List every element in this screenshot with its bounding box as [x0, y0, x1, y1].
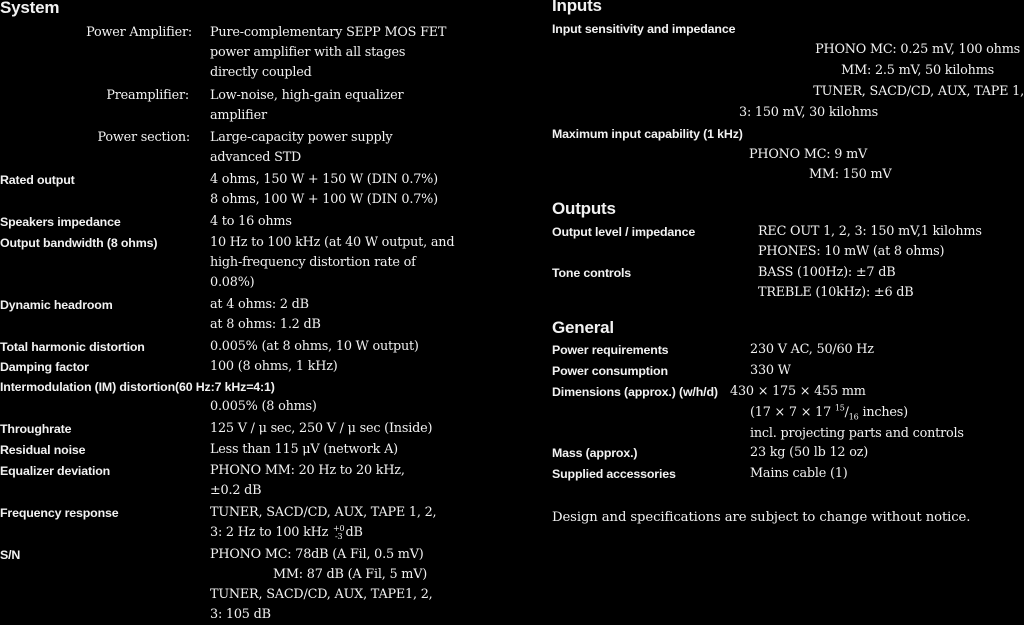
tone-treble: TREBLE (10kHz): ±6 dB — [758, 285, 914, 300]
fraction-slash: / — [844, 405, 849, 420]
sensitivity-phono-mc: PHONO MC: 0.25 mV, 100 ohms — [815, 42, 1020, 57]
frequency-response-value-2 — [210, 523, 363, 543]
equalizer-deviation-value-2: ±0.2 dB — [210, 483, 262, 498]
power-section-label: Power section: — [97, 130, 190, 145]
frequency-response-label: Frequency response — [0, 506, 119, 520]
damping-factor-value: 100 (8 ohms, 1 kHz) — [210, 359, 338, 374]
power-requirements-value: 230 V AC, 50/60 Hz — [750, 342, 874, 357]
im-distortion-label-ratio: (60 Hz:7 kHz=4:1) — [175, 380, 275, 394]
system-heading: System — [0, 0, 60, 17]
rated-output-value-2: 8 ohms, 100 W + 100 W (DIN 0.7%) — [210, 192, 438, 207]
power-amp-value-3: directly coupled — [210, 65, 312, 80]
throughrate-label: Throughrate — [0, 422, 72, 436]
sn-mm: MM: 87 dB (A Fil, 5 mV) — [273, 567, 428, 582]
residual-noise-value: Less than 115 μV (network A) — [210, 442, 398, 457]
mass-value: 23 kg (50 lb 12 oz) — [750, 445, 869, 460]
tone-controls-label: Tone controls — [552, 266, 632, 280]
preamp-value-1: Low-noise, high-gain equalizer — [210, 88, 404, 103]
rated-output-value-1: 4 ohms, 150 W + 150 W (DIN 0.7%) — [210, 172, 438, 187]
output-level-value-1: REC OUT 1, 2, 3: 150 mV,1 kilohms — [758, 224, 982, 239]
frequency-response-unit: dB — [345, 525, 363, 540]
damping-factor-label: Damping factor — [0, 360, 89, 374]
max-input-mm: MM: 150 mV — [809, 167, 892, 182]
dynamic-headroom-label: Dynamic headroom — [0, 298, 113, 312]
power-amp-value-2: power amplifier with all stages — [210, 45, 406, 60]
dimensions-inches-end: inches) — [858, 405, 908, 420]
im-distortion-label-main: Intermodulation (IM) distortion — [0, 380, 175, 394]
dimensions-inches — [750, 403, 908, 423]
sn-label: S/N — [0, 548, 21, 562]
inputs-heading: Inputs — [552, 0, 602, 15]
throughrate-value: 125 V / μ sec, 250 V / μ sec (Inside) — [210, 421, 433, 436]
dynamic-headroom-value-2: at 8 ohms: 1.2 dB — [210, 317, 321, 332]
output-level-value-2: PHONES: 10 mW (at 8 ohms) — [758, 244, 945, 259]
output-bandwidth-label: Output bandwidth (8 ohms) — [0, 236, 158, 250]
im-distortion-label — [0, 377, 275, 397]
max-input-phono-mc: PHONO MC: 9 mV — [749, 147, 868, 162]
output-bandwidth-value-2: high-frequency distortion rate of — [210, 255, 416, 270]
mass-label: Mass (approx.) — [552, 446, 638, 460]
power-consumption-value: 330 W — [750, 363, 791, 378]
dimensions-mm: 430 × 175 × 455 mm — [730, 384, 866, 399]
dimensions-inches-start: (17 × 7 × 17 — [750, 405, 835, 420]
sensitivity-tuner-1: TUNER, SACD/CD, AUX, TAPE 1, — [813, 84, 1024, 99]
general-heading: General — [552, 318, 614, 337]
sensitivity-mm: MM: 2.5 mV, 50 kilohms — [841, 63, 994, 78]
input-sensitivity-label: Input sensitivity and impedance — [552, 22, 736, 36]
sn-tuner-2: 3: 105 dB — [210, 607, 271, 622]
max-input-label: Maximum input capability (1 kHz) — [552, 127, 743, 141]
residual-noise-label: Residual noise — [0, 443, 86, 457]
sn-phono-mc: PHONO MC: 78dB (A Fil, 0.5 mV) — [210, 547, 424, 562]
thd-label: Total harmonic distortion — [0, 340, 145, 354]
equalizer-deviation-label: Equalizer deviation — [0, 464, 111, 478]
tolerance-minus: -3 — [335, 531, 343, 541]
tone-bass: BASS (100Hz): ±7 dB — [758, 265, 896, 280]
dimensions-label: Dimensions (approx.) (w/h/d) — [552, 385, 718, 399]
output-bandwidth-value-1: 10 Hz to 100 kHz (at 40 W output, and — [210, 235, 455, 250]
speakers-impedance-value: 4 to 16 ohms — [210, 214, 292, 229]
thd-value: 0.005% (at 8 ohms, 10 W output) — [210, 339, 419, 354]
output-level-label: Output level / impedance — [552, 225, 696, 239]
power-amp-label: Power Amplifier: — [86, 25, 192, 40]
accessories-value: Mains cable (1) — [750, 466, 848, 481]
accessories-label: Supplied accessories — [552, 467, 676, 481]
tolerance-plus: +0 — [333, 523, 345, 533]
dimensions-note: incl. projecting parts and controls — [750, 426, 964, 441]
rated-output-label: Rated output — [0, 173, 75, 187]
frequency-response-tolerance — [333, 525, 344, 541]
preamp-label: Preamplifier: — [106, 88, 189, 103]
sensitivity-tuner-2: 3: 150 mV, 30 kilohms — [739, 105, 879, 120]
frequency-response-range: 3: 2 Hz to 100 kHz — [210, 525, 333, 540]
power-section-value-1: Large-capacity power supply — [210, 130, 393, 145]
power-consumption-label: Power consumption — [552, 364, 668, 378]
outputs-heading: Outputs — [552, 199, 616, 218]
power-requirements-label: Power requirements — [552, 343, 669, 357]
equalizer-deviation-value-1: PHONO MM: 20 Hz to 20 kHz, — [210, 463, 405, 478]
disclaimer-note: Design and specifications are subject to change without notice. — [552, 510, 971, 525]
fraction-numerator: 15 — [834, 403, 845, 413]
frequency-response-value-1: TUNER, SACD/CD, AUX, TAPE 1, 2, — [210, 505, 437, 520]
power-section-value-2: advanced STD — [210, 150, 302, 165]
preamp-value-2: amplifier — [210, 108, 267, 123]
power-amp-value-1: Pure-complementary SEPP MOS FET — [210, 25, 447, 40]
output-bandwidth-value-3: 0.08%) — [210, 275, 255, 290]
sn-tuner-1: TUNER, SACD/CD, AUX, TAPE1, 2, — [210, 587, 433, 602]
fraction-denominator: 16 — [848, 412, 859, 422]
speakers-impedance-label: Speakers impedance — [0, 215, 121, 229]
im-distortion-value: 0.005% (8 ohms) — [210, 399, 317, 414]
dynamic-headroom-value-1: at 4 ohms: 2 dB — [210, 297, 309, 312]
